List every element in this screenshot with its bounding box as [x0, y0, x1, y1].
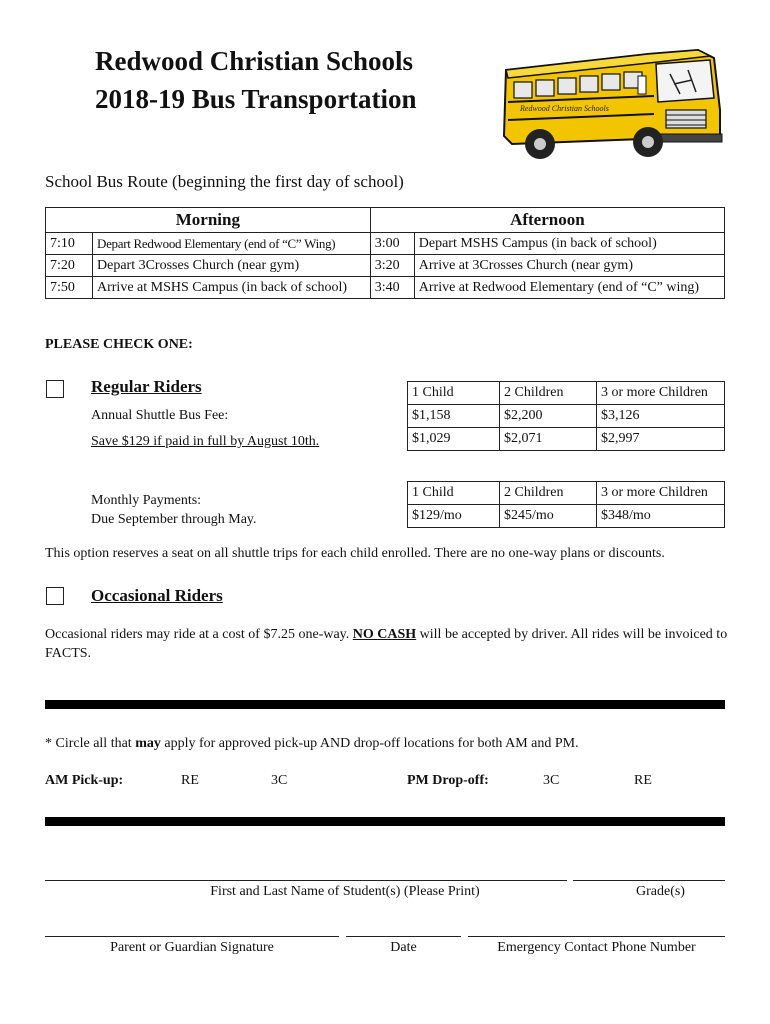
section-divider	[45, 817, 725, 826]
bus-sign-text: Redwood Christian Schools	[520, 104, 609, 113]
fee-header: 3 or more Children	[597, 482, 725, 505]
fee-header: 3 or more Children	[597, 382, 725, 405]
date-line[interactable]	[346, 936, 461, 937]
table-row	[408, 428, 725, 451]
pm-desc: Arrive at Redwood Elementary (end of “C” wing)	[414, 277, 724, 299]
monthly-due-label: Due September through May.	[91, 512, 257, 527]
early-fee: $2,071	[500, 428, 597, 451]
fee-header: 2 Children	[500, 482, 597, 505]
pm-time: 3:00	[370, 233, 414, 255]
instruction-suffix: apply for approved pick-up AND drop-off locations for both AM and PM.	[164, 736, 579, 751]
table-row	[408, 405, 725, 428]
pm-desc: Arrive at 3Crosses Church (near gym)	[414, 255, 724, 277]
emergency-phone-label: Emergency Contact Phone Number	[497, 940, 696, 955]
annual-fee: $2,200	[500, 405, 597, 428]
date-label: Date	[390, 940, 417, 955]
school-bus-illustration	[498, 40, 726, 165]
am-desc: Depart 3Crosses Church (near gym)	[93, 255, 371, 277]
student-name-label: First and Last Name of Student(s) (Please Print)	[210, 884, 480, 899]
parent-signature-line[interactable]	[45, 936, 339, 937]
occasional-riders-checkbox[interactable]	[46, 587, 64, 605]
pm-option-3c[interactable]: 3C	[543, 773, 560, 788]
pm-option-re[interactable]: RE	[634, 773, 652, 788]
fee-header: 1 Child	[408, 482, 500, 505]
pm-dropoff-label: PM Drop-off:	[407, 773, 489, 788]
monthly-fee: $348/mo	[597, 505, 725, 528]
section-divider	[45, 700, 725, 709]
early-fee: $2,997	[597, 428, 725, 451]
occasional-riders-title: Occasional Riders	[91, 586, 223, 605]
emergency-phone-line[interactable]	[468, 936, 725, 937]
route-table	[45, 207, 725, 299]
early-fee: $1,029	[408, 428, 500, 451]
locations-instruction	[45, 736, 579, 752]
occasional-text-end: will be accepted by driver. All rides will be invoiced to FACTS.	[45, 627, 728, 661]
table-row	[408, 505, 725, 528]
table-row	[46, 233, 725, 255]
am-time: 7:20	[46, 255, 93, 277]
afternoon-header: Afternoon	[370, 208, 724, 233]
pm-time: 3:40	[370, 277, 414, 299]
table-row	[408, 382, 725, 405]
am-time: 7:50	[46, 277, 93, 299]
regular-riders-title: Regular Riders	[91, 377, 202, 396]
fee-header: 2 Children	[500, 382, 597, 405]
annual-fee-table	[407, 381, 725, 451]
title-line-2: 2018-19 Bus Transportation	[95, 84, 417, 114]
annual-fee-label: Annual Shuttle Bus Fee:	[91, 408, 229, 423]
am-desc: Arrive at MSHS Campus (in back of school)	[93, 277, 371, 299]
title-line-1: Redwood Christian Schools	[95, 46, 414, 76]
regular-note: This option reserves a seat on all shuttle trips for each child enrolled. There are no one-way plans or discounts.	[45, 546, 665, 561]
no-cash-label: NO CASH	[352, 627, 417, 642]
monthly-fee-table	[407, 481, 725, 528]
occasional-description	[45, 625, 735, 663]
route-heading: School Bus Route (beginning the first day of school)	[45, 172, 404, 191]
grades-line[interactable]	[573, 880, 725, 881]
table-row	[46, 255, 725, 277]
annual-fee: $3,126	[597, 405, 725, 428]
am-option-re[interactable]: RE	[181, 773, 199, 788]
monthly-fee: $245/mo	[500, 505, 597, 528]
early-payment-label: Save $129 if paid in full by August 10th.	[91, 434, 320, 449]
instruction-may: may	[135, 736, 161, 751]
grades-label: Grade(s)	[636, 884, 685, 899]
pm-time: 3:20	[370, 255, 414, 277]
table-row	[46, 277, 725, 299]
regular-riders-checkbox[interactable]	[46, 380, 64, 398]
monthly-payments-label: Monthly Payments:	[91, 493, 202, 508]
check-one-label: PLEASE CHECK ONE:	[45, 337, 193, 352]
am-option-3c[interactable]: 3C	[271, 773, 288, 788]
am-time: 7:10	[46, 233, 93, 255]
monthly-fee: $129/mo	[408, 505, 500, 528]
student-name-line[interactable]	[45, 880, 567, 881]
fee-header: 1 Child	[408, 382, 500, 405]
annual-fee: $1,158	[408, 405, 500, 428]
morning-header: Morning	[46, 208, 371, 233]
am-desc: Depart Redwood Elementary (end of “C” Wing)	[93, 233, 371, 255]
occasional-text-start: Occasional riders may ride at a cost of $7.25 one-way.	[45, 627, 350, 642]
instruction-prefix: * Circle all that	[45, 736, 132, 751]
am-pickup-label: AM Pick-up:	[45, 773, 124, 788]
page-title	[95, 42, 417, 118]
parent-signature-label: Parent or Guardian Signature	[110, 940, 274, 955]
pm-desc: Depart MSHS Campus (in back of school)	[414, 233, 724, 255]
table-row	[408, 482, 725, 505]
